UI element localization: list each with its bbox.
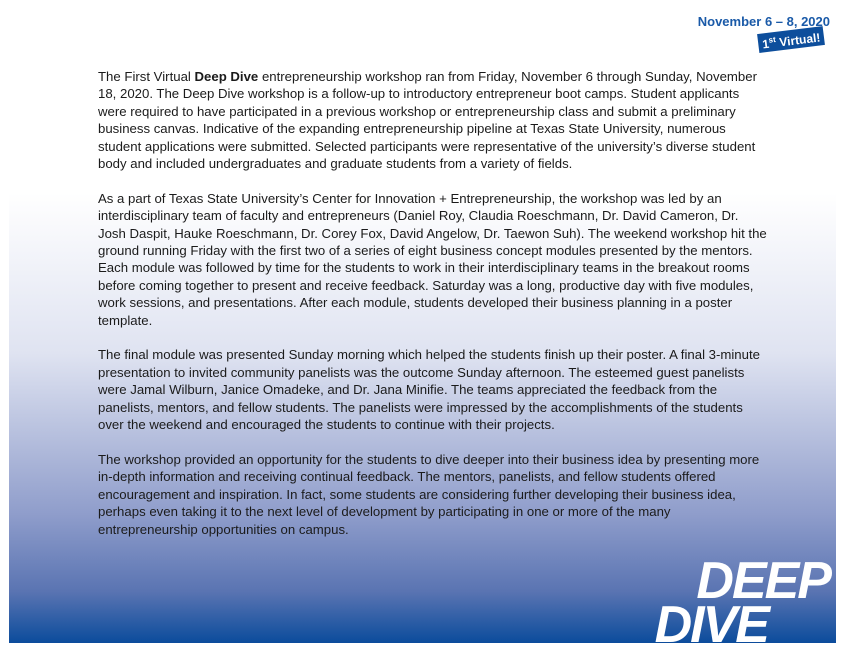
virtual-label: Virtual! <box>778 30 821 50</box>
intro-text-rest: entrepreneurship workshop ran from Friday, November 6 through Sunday, November 18, 2020. The Deep Dive workshop is a follow-up to introductory entrepreneur boot camps. Student applicants were required to have participated in a previous workshop or entrepreneurship class and submit a preliminary business canvas. Indicative of the expanding entrepreneurship pipeline at Texas State University, numerous student applications were submitted. Selected participants were representative of the university’s diverse student body and included undergraduates and graduate students from a variety of fields. <box>98 69 757 172</box>
virtual-ordinal: 1 <box>761 36 770 52</box>
event-date: November 6 – 8, 2020 <box>697 14 830 29</box>
paragraph-conclusion: The workshop provided an opportunity for the students to dive deeper into their business idea by presenting more in-depth information and receiving continual feedback. The mentors, panelists, and fellow students offered encouragement and inspiration. In fact, some students are considering further developing their business idea, perhaps even taking it to the next level of development by participating in one or more of the many entrepreneurship opportunities on campus. <box>98 451 760 537</box>
paragraph-final: The final module was presented Sunday morning which helped the students finish up their poster. A final 3-minute presentation to invited community panelists was the outcome Sunday afternoon. The esteemed guest panelists were Jamal Wilburn, Janice Omadeke, and Dr. Jana Minifie. The teams appreciated the feedback from the panelists, mentors, and fellow students. The panelists were impressed by the accomplishments of the students over the weekend and encouraged the students to continue with their projects. <box>98 347 760 433</box>
deep-dive-bold: Deep Dive <box>194 69 259 84</box>
article-body <box>98 68 768 555</box>
paragraph-intro <box>98 68 768 172</box>
paragraph-team: As a part of Texas State University’s Center for Innovation + Entrepreneurship, the workshop was led by an interdisciplinary team of faculty and entrepreneurs (Daniel Roy, Claudia Roeschmann, Dr. David Cameron, Dr. Josh Daspit, Hauke Roeschmann, Dr. Corey Fox, David Angelow, Dr. Taewon Suh). The weekend workshop hit the ground running Friday with the first two of a series of eight business concept modules presented by the mentors. Each module was followed by time for the students to work in their interdisciplinary teams in the breakout rooms before coming together to present and receive feedback. Saturday was a long, productive day with five modules, work sessions, and presentations. After each module, students developed their business planning in a poster template. <box>98 190 767 328</box>
logo-line1: DEEP <box>696 552 830 610</box>
virtual-sup: st <box>767 34 776 45</box>
intro-text: The First Virtual <box>98 69 195 84</box>
deep-dive-logo <box>654 552 830 654</box>
logo-line2: DIVE <box>654 596 768 654</box>
